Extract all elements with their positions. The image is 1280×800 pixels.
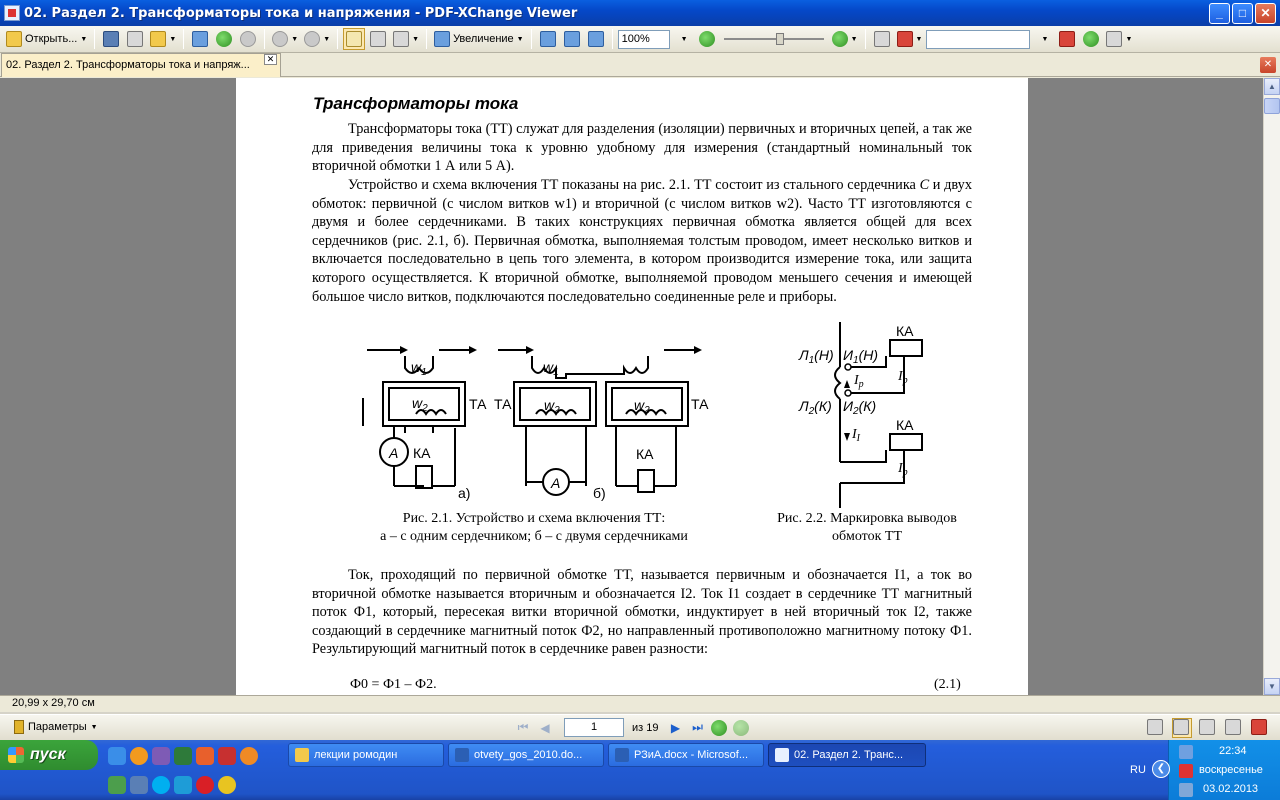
chevron-left-icon[interactable]: ❮ [1152, 760, 1170, 778]
fig-label-b: б) [593, 485, 606, 501]
ka-label-fig2-bottom: КА [896, 417, 914, 433]
ip-current-label-3: $I_р$ [898, 461, 908, 478]
facing-page-button[interactable] [1198, 718, 1218, 738]
single-page-icon [1147, 719, 1163, 735]
close-window-button[interactable]: ✕ [1255, 3, 1276, 24]
actual-size-button[interactable] [537, 28, 559, 50]
caption-line: Рис. 2.1. Устройство и схема включения ТТ: [402, 511, 666, 526]
start-label: пуск [30, 746, 66, 763]
fit-width-button[interactable] [585, 28, 607, 50]
prev-page-button[interactable]: ◀ [540, 720, 550, 735]
taskbar [0, 740, 1280, 800]
text-select-icon [393, 31, 409, 47]
search-input[interactable] [926, 30, 1030, 49]
tab-label: 02. Раздел 2. Трансформаторы тока и напряж... [6, 59, 250, 71]
formula-number: (2.1) [934, 677, 961, 692]
find-button[interactable] [189, 28, 211, 50]
flag-icon [14, 720, 24, 734]
pdf-icon [1251, 719, 1267, 735]
utility-quicklaunch-icon[interactable] [108, 776, 126, 794]
task-label: РЗиА.docx - Microsof... [634, 749, 749, 761]
task-label: лекции ромодин [314, 749, 398, 761]
select-text-button[interactable] [391, 28, 421, 50]
arrow-left-icon [711, 720, 727, 736]
toolbar-separator [94, 29, 95, 49]
zoom-slider[interactable] [724, 32, 824, 46]
title-bar [0, 0, 1280, 26]
section-heading: Трансформаторы тока [313, 94, 519, 113]
scroll-down-button[interactable]: ▼ [1264, 678, 1280, 695]
paragraph-1-text: Трансформаторы тока (ТТ) служат для разделения (изоляции) первичных и вторичных цепей, а так же для приведения величины тока к уровню удобному для измерения (стандартный номинальный ток вторичной обмотки 1 А или 5 А). [312, 121, 972, 175]
search-prev-button[interactable] [1056, 28, 1078, 50]
toolbar-separator [264, 29, 265, 49]
chevron-down-icon: ▼ [412, 35, 420, 43]
ip-current-label-1: $I_р$ [854, 373, 864, 390]
document-viewport[interactable] [0, 78, 1263, 695]
ie-quicklaunch-icon[interactable] [108, 747, 126, 765]
zoom-dropdown[interactable] [672, 28, 694, 50]
undo-icon [272, 31, 288, 47]
folder-icon [295, 748, 309, 762]
ammeter-label-b: А [551, 475, 561, 491]
task-folder[interactable] [288, 743, 444, 767]
toolbar-separator [612, 29, 613, 49]
figure-2-2-caption [756, 510, 978, 546]
language-indicator[interactable]: RU [1130, 764, 1146, 776]
ka-label-b: КА [636, 446, 654, 462]
zoom-label: Увеличение [453, 33, 514, 45]
pdf-page [236, 78, 1028, 695]
redo-icon [304, 31, 320, 47]
chevron-down-icon: ▼ [169, 35, 177, 43]
google-icon [897, 31, 913, 47]
toolbar-separator [865, 29, 866, 49]
w2-label-b1: $w_2$ [544, 397, 560, 416]
google-search-button[interactable] [895, 28, 925, 50]
ammeter-label-a: А [389, 445, 399, 461]
task-pdf-viewer[interactable] [768, 743, 926, 767]
facing-continuous-icon [1225, 719, 1241, 735]
chevron-down-icon: ▼ [516, 35, 524, 43]
ip-current-label-2: $I_р$ [898, 369, 908, 386]
windows-logo-icon [8, 747, 24, 763]
continuous-page-button[interactable] [1172, 718, 1192, 738]
save-icon [103, 31, 119, 47]
page-navigation [514, 718, 750, 737]
system-tray [1168, 740, 1280, 800]
navigation-bar [0, 714, 1280, 740]
chevron-down-icon: ▼ [680, 35, 688, 43]
caption-line: а – с одним сердечником; б – с двумя сердечниками [380, 529, 688, 544]
forward-view-button[interactable] [732, 719, 750, 737]
plus-icon [832, 31, 848, 47]
scroll-thumb[interactable] [1264, 98, 1280, 114]
facing-page-icon [1199, 719, 1215, 735]
toolbar-separator [531, 29, 532, 49]
tab-document[interactable] [1, 53, 281, 77]
back-button[interactable] [213, 28, 235, 50]
ta-label-a: ТА [469, 396, 487, 412]
task-word-2[interactable] [608, 743, 764, 767]
chevron-down-icon: ▼ [1041, 35, 1049, 43]
chevron-down-icon: ▼ [915, 35, 923, 43]
parameters-label: Параметры [28, 721, 87, 733]
paragraph-2-text-b: и двух обмоток: первичной (с числом витков w1) и вторичной (с числом витков w2). Часто ТТ изготовляются с двумя и более сердечниками. В таких конструкциях первичная обмотка является общей для всех сердечников (рис. 2.1, б). Первичная обмотка, выполняемая толстым проводом, имеет несколько витков и включается последовательно в цепь того элемента, в котором производится измерение тока, или защита которого осуществляется. К вторичной обмотке, выполняемой проводом меньшего сечения и имеющей большое число витков, подключаются последовательно соединенные реле и приборы. [312, 177, 972, 305]
l1-marking: $Л_1(Н)$ [799, 347, 834, 366]
zoom-tool-button[interactable] [432, 28, 526, 50]
zoom-input[interactable]: 100% [618, 30, 670, 49]
open-button[interactable] [4, 28, 89, 50]
slider-thumb[interactable] [776, 33, 784, 45]
app-quicklaunch-icon[interactable] [174, 747, 192, 765]
ta-label-b1: ТА [494, 396, 512, 412]
search-dropdown[interactable] [1032, 28, 1054, 50]
tool2-quicklaunch-icon[interactable] [130, 776, 148, 794]
zoom-in-button[interactable] [830, 28, 860, 50]
core-symbol: С [919, 177, 930, 193]
redo-button[interactable] [302, 28, 332, 50]
magnifier-icon [434, 31, 450, 47]
forward-button[interactable] [237, 28, 259, 50]
facing-continuous-button[interactable] [1224, 718, 1244, 738]
print-icon [127, 31, 143, 47]
display-icon[interactable] [1179, 783, 1193, 797]
pdf-export-button[interactable] [1250, 718, 1270, 738]
ie2-quicklaunch-icon[interactable] [174, 776, 192, 794]
chevron-down-icon: ▼ [291, 35, 299, 43]
maximize-button[interactable]: □ [1232, 3, 1253, 24]
pdf-app-icon[interactable] [4, 5, 20, 21]
fit-width-icon [588, 31, 604, 47]
minus-icon [699, 31, 715, 47]
status-bar [0, 695, 1280, 712]
snapshot-button[interactable] [367, 28, 389, 50]
paragraph-3-text: Ток, проходящий по первичной обмотке ТТ, называется первичным и обозначается I1, а ток во вторичной обмотке называется вторичным и обозначается I2. Ток I1 создает в сердечнике ТТ магнитный поток Ф1, который, пересекая витки вторичной обмотки, индуктирует в ней вторичный ток I2, также создающий в сердечнике магнитный поток Ф2, но направленный противоположно магнитному потоку Ф1. Результирующий магнитный поток в сердечнике равен разности: [312, 567, 972, 658]
search-prev-icon [1059, 31, 1075, 47]
figures-diagram [236, 78, 1028, 518]
clock-time: 22:34 [1219, 745, 1247, 757]
clock-day: воскресенье [1199, 764, 1263, 776]
figure-2-1-caption [344, 510, 724, 546]
clock-date: 03.02.2013 [1203, 783, 1259, 795]
chevron-down-icon: ▼ [850, 35, 858, 43]
window-title: 02. Раздел 2. Трансформаторы тока и напряжения - PDF-XChange Viewer [24, 5, 578, 21]
tab-close-button[interactable]: ✕ [264, 54, 277, 65]
page-count: из 19 [632, 721, 659, 734]
page-size-readout: 20,99 x 29,70 см [12, 697, 95, 709]
chevron-down-icon: ▼ [80, 35, 88, 43]
toolbar-separator [337, 29, 338, 49]
find-text-button[interactable] [871, 28, 893, 50]
chrome-quicklaunch-icon[interactable] [218, 776, 236, 794]
opera-quicklaunch-icon[interactable] [196, 776, 214, 794]
w1-label-b: $w_1$ [543, 359, 559, 378]
start-button[interactable] [0, 740, 98, 770]
scroll-up-button[interactable]: ▲ [1264, 78, 1280, 95]
document-tabstrip [0, 53, 1280, 77]
caption-line: Рис. 2.2. Маркировка выводов [777, 511, 957, 526]
minimize-button[interactable]: _ [1209, 3, 1230, 24]
network-icon[interactable] [1179, 745, 1193, 759]
page-layout-buttons [1146, 718, 1270, 738]
i1-marking: $И_1(Н)$ [843, 347, 879, 366]
word-icon [455, 748, 469, 762]
continuous-page-icon [1173, 719, 1189, 735]
ka-label-a: КА [413, 445, 431, 461]
player-quicklaunch-icon[interactable] [240, 747, 258, 765]
chevron-down-icon: ▼ [1125, 35, 1133, 43]
slider-track [724, 38, 824, 40]
task-label: otvety_gos_2010.do... [474, 749, 583, 761]
close-document-button[interactable]: ✕ [1260, 57, 1276, 73]
parameters-button[interactable] [14, 720, 98, 734]
next-page-button[interactable]: ▶ [670, 720, 681, 735]
print-button[interactable] [124, 28, 146, 50]
last-page-button[interactable]: ⏭ [692, 720, 703, 734]
w1-label-a: $w_1$ [411, 359, 427, 378]
paragraph-3 [312, 566, 972, 659]
chevron-down-icon: ▼ [323, 35, 331, 43]
camera-icon [370, 31, 386, 47]
fit-page-button[interactable] [561, 28, 583, 50]
scanner-icon [150, 31, 166, 47]
main-toolbar [0, 26, 1280, 53]
pdf-app-icon [775, 748, 789, 762]
caption-line: обмоток ТТ [832, 529, 902, 544]
search-next-button[interactable] [1080, 28, 1102, 50]
winamp-quicklaunch-icon[interactable] [196, 747, 214, 765]
page-number-input[interactable]: 1 [564, 718, 624, 737]
w2-label-b2: $w_2$ [634, 397, 650, 416]
chevron-down-icon: ▼ [90, 723, 98, 731]
task-word-1[interactable] [448, 743, 604, 767]
fig-label-a: а) [458, 485, 471, 501]
w2-label-a: $w_2$ [412, 395, 428, 414]
binoculars-icon [874, 31, 890, 47]
word-icon [615, 748, 629, 762]
firefox-quicklaunch-icon[interactable] [130, 747, 148, 765]
undo-button[interactable] [270, 28, 300, 50]
vertical-scrollbar[interactable] [1263, 78, 1280, 695]
stamp-button[interactable] [1104, 28, 1134, 50]
arrow-right-icon [240, 31, 256, 47]
arrow-right-icon [733, 720, 749, 736]
hand-tool-button[interactable] [343, 28, 365, 50]
hand-icon [346, 31, 362, 47]
skype-quicklaunch-icon[interactable] [152, 776, 170, 794]
first-page-button[interactable]: ⏮ [517, 720, 529, 734]
tool-quicklaunch-icon[interactable] [218, 747, 236, 765]
paragraph-2-text-a: Устройство и схема включения ТТ показаны на рис. 2.1. ТТ состоит из стального сердечника [348, 177, 920, 193]
back-view-button[interactable] [710, 719, 728, 737]
i1-current-label: $I_I$ [852, 427, 861, 444]
toolbar-separator [183, 29, 184, 49]
stamp-icon [1106, 31, 1122, 47]
antivirus-icon[interactable] [1179, 764, 1193, 778]
l2-marking: $Л_2(К)$ [799, 398, 832, 417]
ka-label-fig2-top: КА [896, 323, 914, 339]
toolbar-separator [426, 29, 427, 49]
single-page-button[interactable] [1146, 718, 1166, 738]
save-button[interactable] [100, 28, 122, 50]
find-icon [192, 31, 208, 47]
arrow-left-icon [216, 31, 232, 47]
folder-open-icon [6, 31, 22, 47]
search-next-icon [1083, 31, 1099, 47]
actual-size-icon [540, 31, 556, 47]
mail-quicklaunch-icon[interactable] [152, 747, 170, 765]
i2-marking: $И_2(К)$ [843, 398, 877, 417]
scan-button[interactable] [148, 28, 178, 50]
fit-page-icon [564, 31, 580, 47]
zoom-out-button[interactable] [696, 28, 718, 50]
open-label: Открыть... [25, 33, 78, 45]
ta-label-b2: ТА [691, 396, 709, 412]
formula-2-1: Ф0 = Ф1 – Ф2. [350, 677, 437, 692]
task-label: 02. Раздел 2. Транс... [794, 749, 904, 761]
